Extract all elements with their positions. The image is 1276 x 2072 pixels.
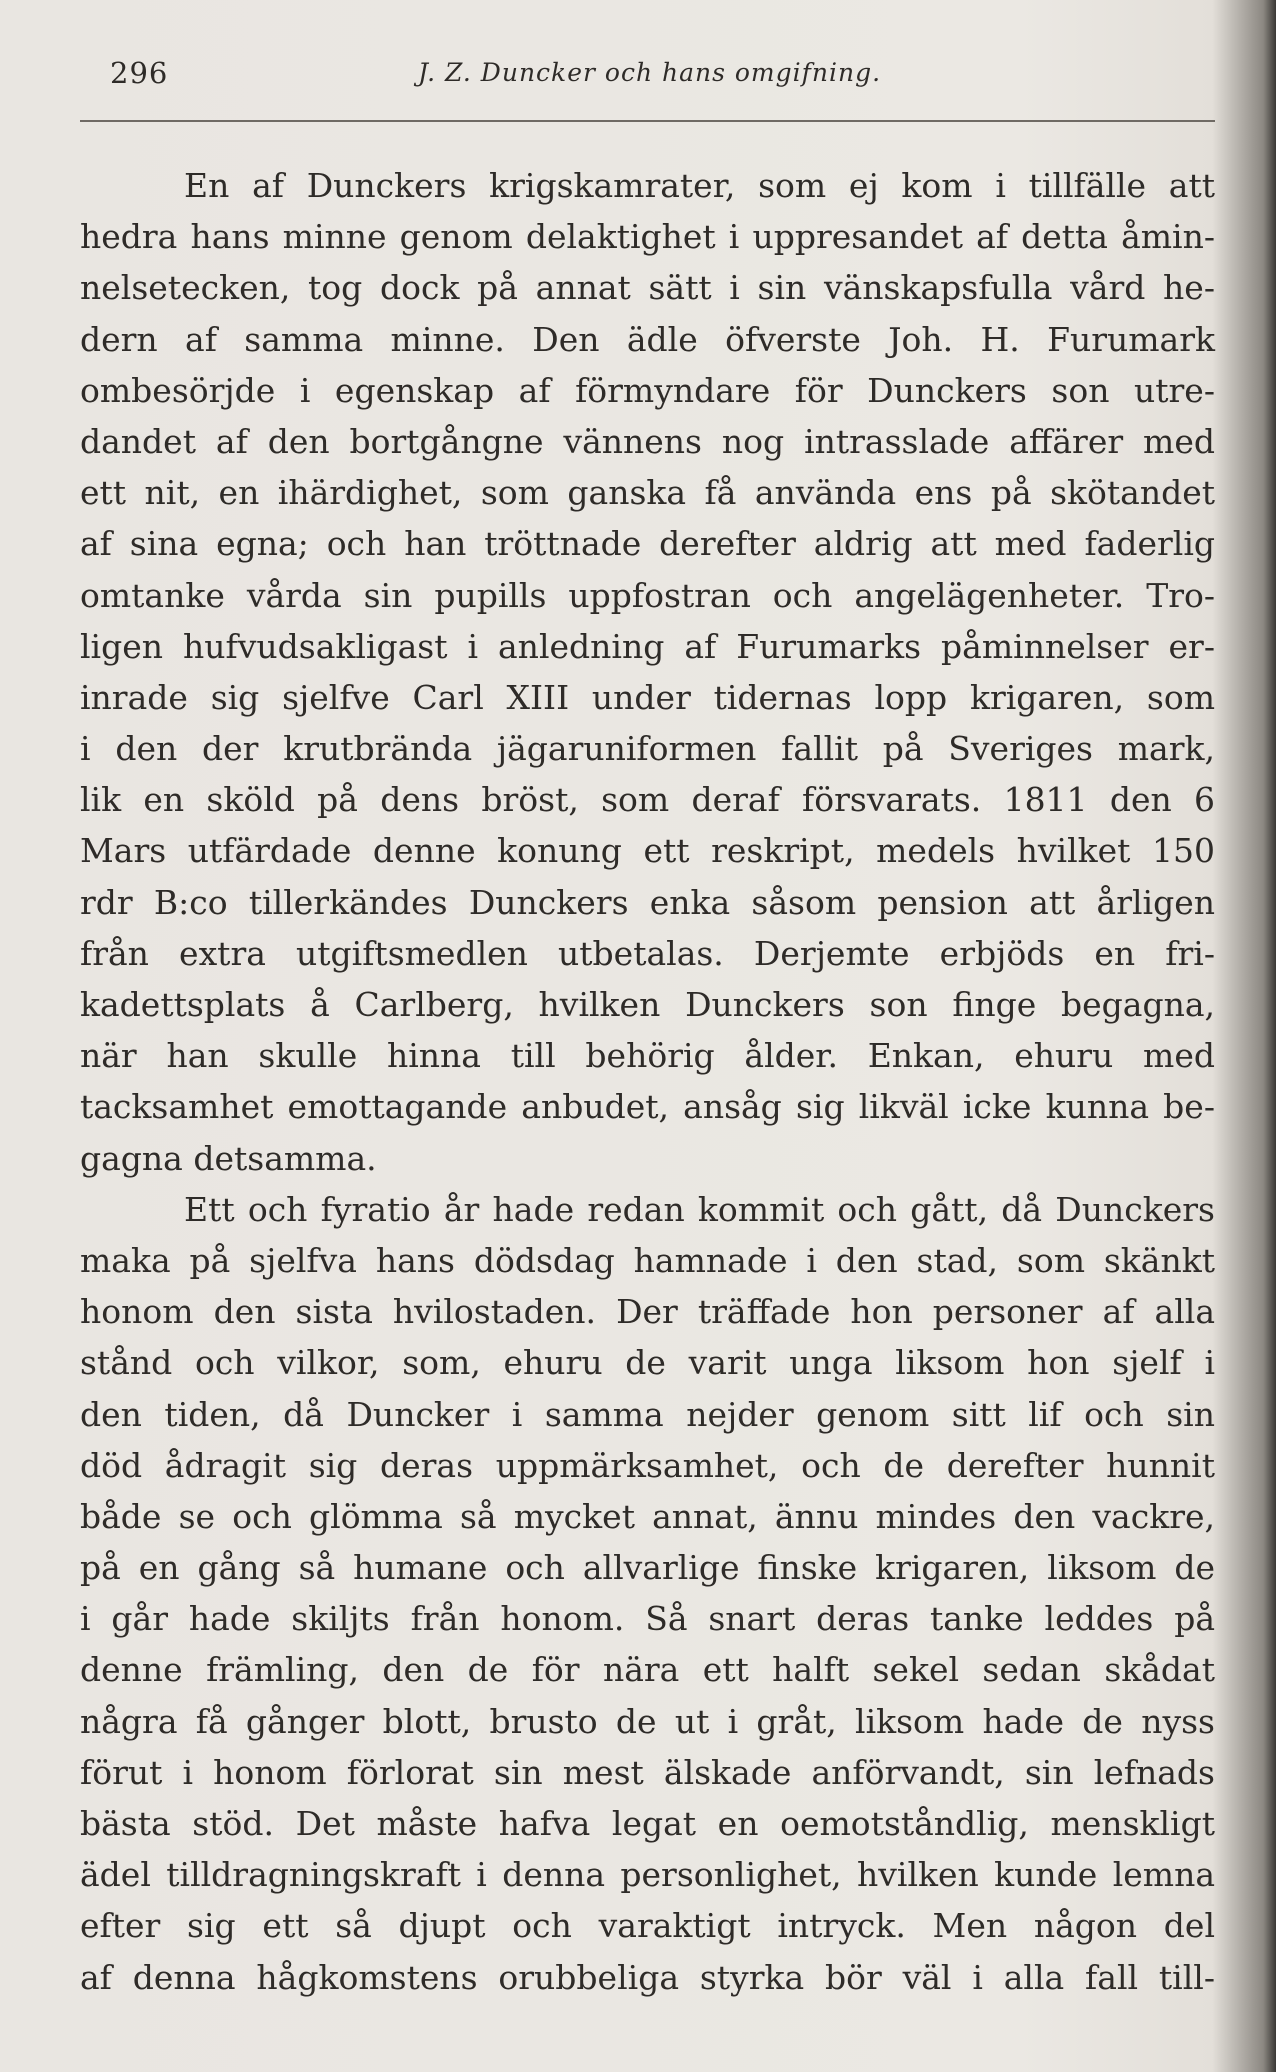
text-line: ett nit, en ihärdighet, som ganska få använda ens på skötandet — [80, 473, 1215, 513]
text-line: gagna detsamma. — [80, 1138, 377, 1178]
text-line: den tiden, då Duncker i samma nejder genom sitt lif och sin — [80, 1394, 1215, 1434]
body-text — [80, 160, 1215, 2003]
text-line: ligen hufvudsakligast i anledning af Furumarks påminnelser er- — [80, 626, 1215, 666]
text-line: efter sig ett så djupt och varaktigt intryck. Men någon del — [80, 1906, 1215, 1946]
text-line: omtanke vårda sin pupills uppfostran och angelägenheter. Tro- — [80, 575, 1215, 615]
text-line: kadettsplats å Carlberg, hvilken Dunckers son finge begagna, — [80, 985, 1215, 1024]
text-line: honom den sista hvilostaden. Der träffade hon personer af alla — [80, 1292, 1215, 1332]
text-line: maka på sjelfva hans dödsdag hamnade i den stad, som skänkt — [80, 1240, 1215, 1280]
text-line: af denna hågkomstens orubbeliga styrka bör väl i alla fall till- — [80, 1957, 1215, 1997]
text-line: nelsetecken, tog dock på annat sätt i sin vänskapsfulla vård he- — [80, 268, 1215, 308]
text-line: några få gånger blott, brusto de ut i gråt, liksom hade de nyss — [80, 1701, 1215, 1741]
text-line: förut i honom förlorat sin mest älskade anförvandt, sin lefnads — [80, 1752, 1215, 1792]
text-line: stånd och vilkor, som, ehuru de varit unga liksom hon sjelf i — [80, 1343, 1215, 1383]
text-line: hedra hans minne genom delaktighet i uppresandet af detta åmin- — [80, 217, 1215, 257]
text-line: i den der krutbrända jägaruniformen fallit på Sveriges mark, — [80, 729, 1215, 769]
text-line: En af Dunckers krigskamrater, som ej kom i tillfälle att — [184, 166, 1215, 205]
text-line: från extra utgiftsmedlen utbetalas. Derjemte erbjöds en fri- — [80, 933, 1215, 973]
text-line: rdr B:co tillerkändes Dunckers enka såsom pension att årligen — [80, 882, 1215, 922]
text-line: lik en sköld på dens bröst, som deraf försvarats. 1811 den 6 — [80, 780, 1215, 820]
text-line: både se och glömma så mycket annat, ännu mindes den vackre, — [80, 1496, 1215, 1536]
text-line: bästa stöd. Det måste hafva legat en oemotståndlig, menskligt — [80, 1804, 1215, 1843]
header-rule — [80, 120, 1215, 122]
text-line: när han skulle hinna till behörig ålder. Enkan, ehuru med — [80, 1036, 1215, 1076]
page-number: 296 — [110, 56, 169, 90]
text-line: tacksamhet emottagande anbudet, ansåg sig likväl icke kunna be- — [80, 1087, 1215, 1127]
text-line: död ådragit sig deras uppmärksamhet, och de derefter hunnit — [80, 1445, 1215, 1485]
text-line: i går hade skiljts från honom. Så snart deras tanke leddes på — [80, 1599, 1215, 1639]
paragraph — [80, 160, 1215, 1184]
page-header — [108, 56, 1228, 96]
text-line: Mars utfärdade denne konung ett reskript, medels hvilket 150 — [80, 831, 1215, 871]
text-line: inrade sig sjelfve Carl XIII under tidernas lopp krigaren, som — [80, 677, 1215, 717]
text-line: på en gång så humane och allvarlige finske krigaren, liksom de — [80, 1548, 1215, 1588]
text-line: ombesörjde i egenskap af förmyndare för Dunckers son utre- — [80, 370, 1215, 410]
paragraph — [80, 1184, 1215, 2003]
text-line: dandet af den bortgångne vännens nog intrasslade affärer med — [80, 421, 1215, 461]
text-line: Ett och fyratio år hade redan kommit och gått, då Dunckers — [184, 1189, 1215, 1229]
text-line: ädel tilldragningskraft i denna personlighet, hvilken kunde lemna — [80, 1855, 1215, 1895]
text-line: af sina egna; och han tröttnade derefter aldrig att med faderlig — [80, 524, 1215, 564]
text-line: dern af samma minne. Den ädle öfverste Joh. H. Furumark — [80, 319, 1215, 359]
running-head: J. Z. Duncker och hans omgifning. — [418, 58, 882, 87]
text-line: denne främling, den de för nära ett halft sekel sedan skådat — [80, 1650, 1215, 1690]
